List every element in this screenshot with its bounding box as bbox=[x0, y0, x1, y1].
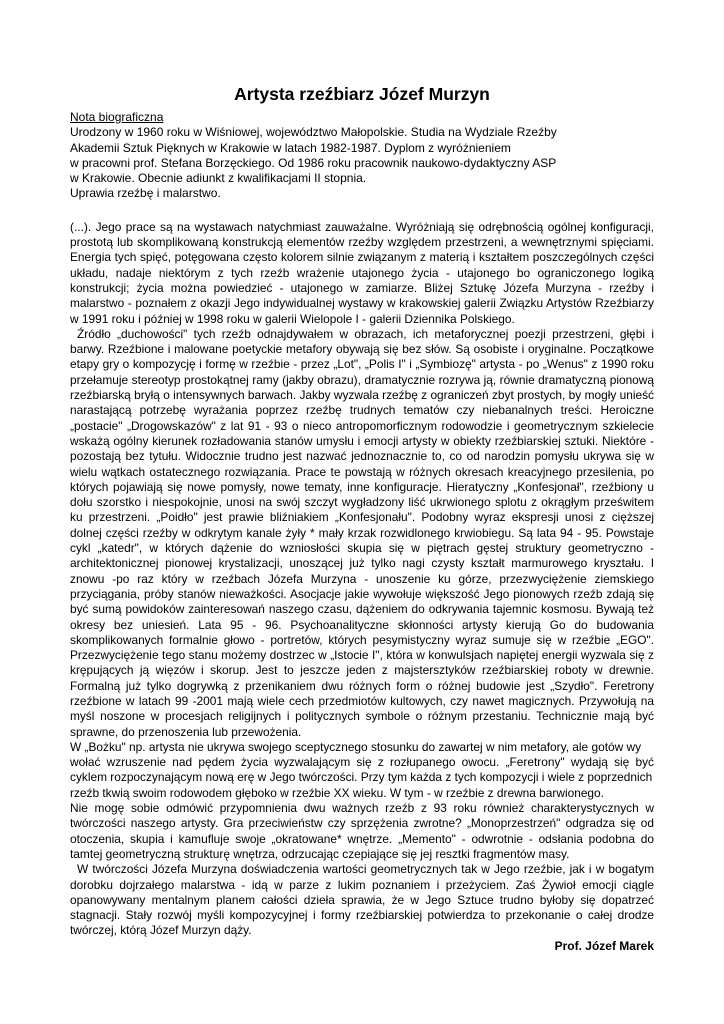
essay-body bbox=[70, 220, 654, 939]
section-gap bbox=[70, 202, 654, 220]
bio-heading: Nota biograficzna bbox=[70, 110, 164, 124]
essay-paragraph: (...). Jego prace są na wystawach natychmiast zauważalne. Wyróżniają się odrębnością ogólnej konfiguracji, prostotą lub skomplikowaną konstrukcją elementów rzeźby względem przestrzeni, a wewnętrznymi spięciami. Energia tych spięć, potęgowana często kolorem silnie związanym z materią i kształtem poszczególnych części układu, nadaje niektórym z tych rzeźb wrażenie utajonego życia - utajonego bo ograniczonego logiką konstrukcji; życia można powiedzieć - utajonego w zamiarze. Bliżej Sztukę Józefa Murzyna - rzeźby i malarstwo - poznałem z okazji Jego indywidualnej wystawy w krakowskiej galerii Związku Artystów Rzeźbiarzy w 1991 roku i później w 1998 roku w galerii Wielopole I - galerii Dziennika Polskiego. bbox=[70, 219, 654, 326]
essay-paragraph: W twórczości Józefa Murzyna doświadczenia wartości geometrycznych tak w Jego rzeźbie, jak i w bogatym dorobku dojrzałego malarstwa - idą w parze z lukim poznaniem i przeżyciem. Zaś Żywioł emocji ciągle opanowywany mentalnym planem całości dzieła sprawia, że w Jego Sztuce trudno byłoby się dopatrzeć stagnacji. Stały rozwój myśli kompozycyjnej i formy rzeźbiarskiej potwierdza to przekonanie o całej drodze twórczej, którą Józef Murzyn dąży. bbox=[70, 862, 654, 938]
bio-section bbox=[70, 110, 654, 202]
essay-paragraph: W „Bożku" np. artysta nie ukrywa swojego sceptycznego stosunku do zawartej w nim metafory, ale gotów wy bbox=[70, 739, 642, 754]
essay-paragraph: wołać wzruszenie nad pędem życia wyzwalającym się z rozłupanego owocu. „Feretrony" wydają się być cyklem rozpoczynającym nową erę w Jego twórczości. Przy tym każda z tych kompozycji i wiele z poprzednich bbox=[70, 755, 654, 785]
author-signature: Prof. Józef Marek bbox=[554, 938, 654, 953]
essay-paragraph: Źródło „duchowości" tych rzeźb odnajdywałem w obrazach, ich metaforycznej poezji przestrzeni, głębi i barwy. Rzeźbione i malowane poetyckie metafory obywają się bez słów. Są osobiste i oryginalne. Początkowe etapy gry o kompozycję i formę w rzeźbie - przez „Lot", „Polis I" i „Symbiozę" artysta - po „Wenus" z 1990 roku przełamuje stereotyp prostokątnej ramy (jakby obrazu), dramatycznie rozrywa ją, równie dramatyczną pionową rzeźbiarską bryłą o intensywnych barwach. Jakby wyzwala rzeźbę z ograniczeń zbyt prostych, by mogły unieść narastającą potrzebę wyrażania poprzez rzeźbę trudnych tematów czy niebanalnych treści. Heroiczne „postacie" „Drogowskazów" z lat 91 - 93 o nieco antropomorficznym rodowodzie i geometrycznym szkielecie wskażą ogólny kierunek rozładowania stanów umysłu i emocji artysty w obiekty rzeźbiarskiej sztuki. Niektóre - pozostają bez tytułu. Widocznie trudno jest nazwać jednoznacznie to, co od narodzin pomysłu ukrywa się w wielu wątkach ostatecznego rozwiązania. Prace te powstają w różnych okresach kreacyjnego przesilenia, po których pojawiają się nowe pomysły, nowe tematy, inne konfiguracje. Hieratyczny „Konfesjonał", rzeźbiony u dołu szorstko i niespokojnie, unosi na swój szczyt wygładzony liść ukrwionego splotu z okrągłym prześwitem ku przestrzeni. „Poidło" jest prawie bliźniakiem „Konfesjonału". Podobny wyraz ekspresji unosi z cięższej dolnej części rzeźby w odkrytym kanale żyły * mały krzak rozwidlonego krwiobiegu. Są lata 94 - 95. Powstaje cykl „katedr", w których dążenie do wzniosłości skupia się w piętrach gęstej struktury geometryczno - architektonicznej pionowej krystalizacji, unoszącej już tylko nagi czysty kształt marmurowego kryształu. I znowu -po raz który w rzeźbach Józefa Murzyna - unoszenie ku górze, przezwyciężenie ziemskiego przyciągania, próby stanów nieważkości. Asocjacje jakie wywołuje większość Jego pionowych rzeźb zdają się być sumą powidoków zainteresowań naszego czasu, dążeniem do odkrywania tajemnic kosmosu. Bywają też okresy bez uniesień. Lata 95 - 96. Psychoanalityczne skłonności artysty kierują Go do budowania skomplikowanych formalnie głowo - portretów, których pesymistyczny wyraz sumuje się w rzeźbie „EGO". Przezwyciężenie tego stanu możemy dostrzec w „Istocie I", która w konwulsjach napiętej energii wyzwala się z krępujących ją więzów i skorup. Jest to jeszcze jeden z majstersztyków rzeźbiarskiej roboty w drewnie. Formalną już tylko dogrywką z przenikaniem dwu różnych form o różnej budowie jest „Szydło". Feretrony rzeźbione w latach 99 -2001 mają wiele cech przedmiotów kultowych, czy nawet magicznych. Przywołują na myśl noszone w procesjach religijnych i politycznych symbole o różnym przestaniu. Technicznie mają być sprawne, do przenoszenia lub przewożenia. bbox=[70, 326, 654, 739]
bio-line: Urodzony w 1960 roku w Wiśniowej, województwo Małopolskie. Studia na Wydziale Rzeźby bbox=[70, 125, 557, 140]
bio-line: w pracowni prof. Stefana Borzęckiego. Od 1986 roku pracownik naukowo-dydaktyczny ASP bbox=[70, 155, 557, 170]
bio-line: Uprawia rzeźbę i malarstwo. bbox=[70, 186, 221, 201]
bio-line: Akademii Sztuk Pięknych w Krakowie w latach 1982-1987. Dyplom z wyróżnieniem bbox=[70, 140, 511, 155]
page-title: Artysta rzeźbiarz Józef Murzyn bbox=[234, 84, 490, 104]
essay-paragraph: Nie mogę sobie odmówić przypomnienia dwu ważnych rzeźb z 93 roku również charakterystycznych w twórczości naszego artysty. Gra przeciwieństw czy sprzężenia zwrotne? „Monoprzestrzeń" odgradza się od otoczenia, skupia i kamufluje swoje „okratowane* wnętrze. „Memento" - odwrotnie - odsłania podobna do tamtej geometryczną strukturę wnętrza, odrzucając czepiające się jej resztki fragmentów masy. bbox=[70, 801, 654, 861]
bio-line: w Krakowie. Obecnie adiunkt z kwalifikacjami II stopnia. bbox=[70, 171, 367, 186]
essay-paragraph: rzeźb tkwią swoim rodowodem głęboko w rzeźbie XX wieku. W tym - w rzeźbie z drewna barwionego. bbox=[70, 785, 604, 800]
